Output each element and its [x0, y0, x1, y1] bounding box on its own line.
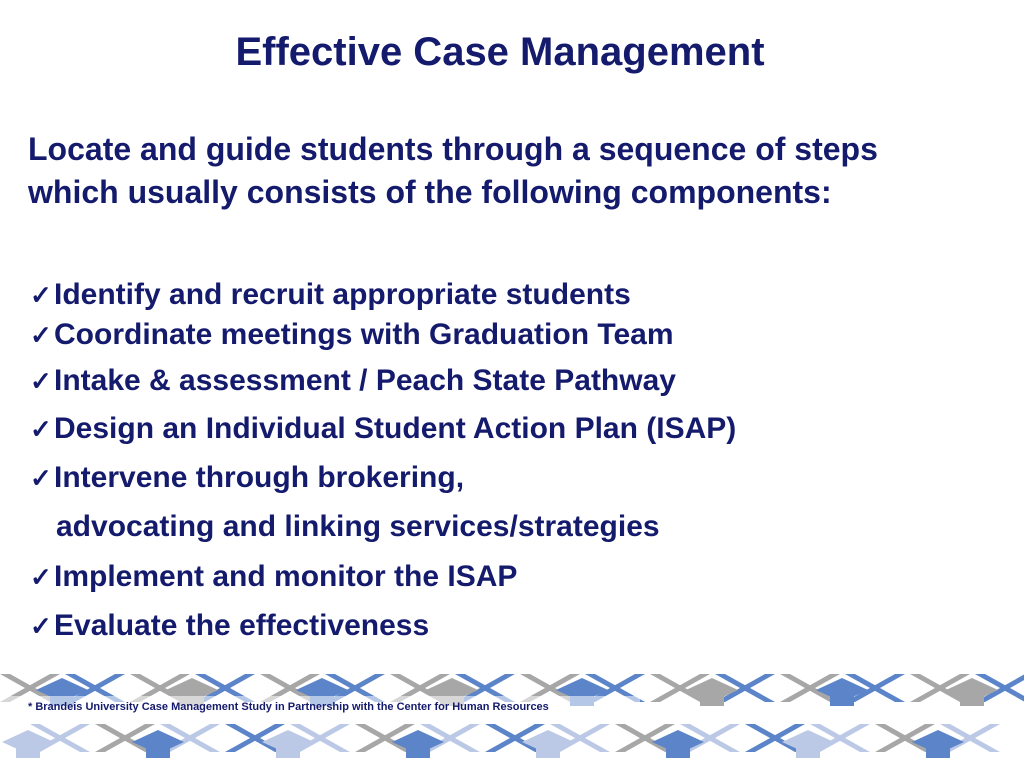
intro-line-1: Locate and guide students through a sequence of steps	[28, 131, 878, 167]
bullet-text: Evaluate the effectiveness	[54, 609, 430, 642]
bullet-item	[30, 318, 674, 352]
checkmark-icon: ✓	[30, 463, 52, 493]
checkmark-icon: ✓	[30, 414, 52, 444]
checkmark-icon: ✓	[30, 562, 52, 592]
bullet-text: Design an Individual Student Action Plan (ISAP)	[54, 412, 737, 445]
checkmark-icon: ✓	[30, 280, 52, 310]
bullet-item	[30, 412, 736, 446]
intro-text	[28, 128, 1018, 214]
bullet-item	[30, 364, 676, 398]
slide-title: Effective Case Management	[235, 30, 765, 74]
bullet-item	[30, 560, 517, 594]
checkmark-icon: ✓	[30, 320, 52, 350]
footnote: * Brandeis University Case Management Study in Partnership with the Center for Human Resources	[28, 701, 549, 713]
intro-line-2: which usually consists of the following components:	[28, 174, 832, 210]
bullet-text: Intervene through brokering,	[54, 461, 465, 494]
bullet-item	[30, 461, 464, 495]
checkmark-icon: ✓	[30, 611, 52, 641]
graduation-cap-band	[0, 668, 1024, 768]
bullet-text: Identify and recruit appropriate students	[54, 278, 631, 311]
bullet-continuation: advocating and linking services/strategies	[56, 510, 660, 543]
bullet-text: Implement and monitor the ISAP	[54, 560, 518, 593]
bullet-item	[30, 278, 631, 312]
bullet-item	[30, 609, 429, 643]
checkmark-icon: ✓	[30, 366, 52, 396]
bullet-text: Coordinate meetings with Graduation Team	[54, 318, 674, 351]
bullet-text: Intake & assessment / Peach State Pathway	[54, 364, 676, 397]
